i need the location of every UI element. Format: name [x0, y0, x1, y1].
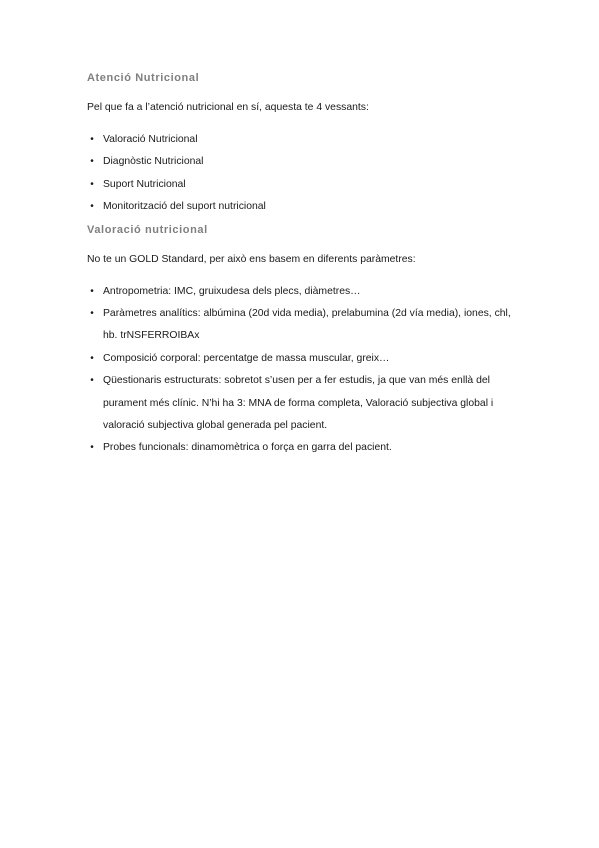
list-item-text: Suport Nutricional	[103, 178, 186, 190]
list-item	[87, 151, 527, 173]
bullet-icon: •	[90, 285, 94, 297]
bullet-icon: •	[90, 442, 94, 454]
parametres-list	[87, 281, 527, 460]
intro-paragraph-valoracio: No te un GOLD Standard, per això ens basem en diferents paràmetres:	[87, 253, 416, 265]
section-heading-atencio-nutricional: Atenció Nutricional	[87, 72, 200, 84]
bullet-icon: •	[90, 375, 94, 387]
list-item-text: Diagnòstic Nutricional	[103, 156, 204, 168]
list-item	[87, 129, 527, 151]
list-item-text: Monitorització del suport nutricional	[103, 201, 266, 213]
bullet-icon: •	[90, 308, 94, 320]
list-item-text: Antropometria: IMC, gruixudesa dels plecs, diàmetres…	[103, 285, 361, 297]
list-item	[87, 196, 527, 218]
list-item	[87, 303, 527, 348]
bullet-icon: •	[90, 156, 94, 168]
bullet-icon: •	[90, 134, 94, 145]
bullet-icon: •	[90, 201, 94, 213]
intro-paragraph-atencio: Pel que fa a l’atenció nutricional en sí, aquesta te 4 vessants:	[87, 102, 369, 113]
section-heading-valoracio-nutricional: Valoració nutricional	[87, 223, 208, 236]
bullet-icon: •	[90, 352, 94, 364]
list-item-text: Valoració Nutricional	[103, 134, 198, 145]
list-item	[87, 370, 527, 437]
list-item-text: Paràmetres analítics: albúmina (20d vida media), prelabumina (2d vía media), iones, chl, hb. trNSFERROIBAx	[103, 308, 511, 342]
document-content	[87, 71, 527, 460]
bullet-icon: •	[90, 178, 94, 190]
list-item	[87, 174, 527, 196]
list-item	[87, 437, 527, 459]
vessants-list	[87, 129, 527, 219]
list-item	[87, 281, 527, 303]
list-item-text: Composició corporal: percentatge de massa muscular, greix…	[103, 352, 390, 364]
list-item	[87, 348, 527, 370]
list-item-text: Probes funcionals: dinamomètrica o força en garra del pacient.	[103, 442, 392, 454]
list-item-text: Qüestionaris estructurats: sobretot s’usen per a fer estudis, ja que van més enllà del purament més clínic. N’hi ha 3: MNA de forma completa, Valoració subjectiva global i valoració subjectiva global generada pel pacient.	[103, 375, 494, 432]
